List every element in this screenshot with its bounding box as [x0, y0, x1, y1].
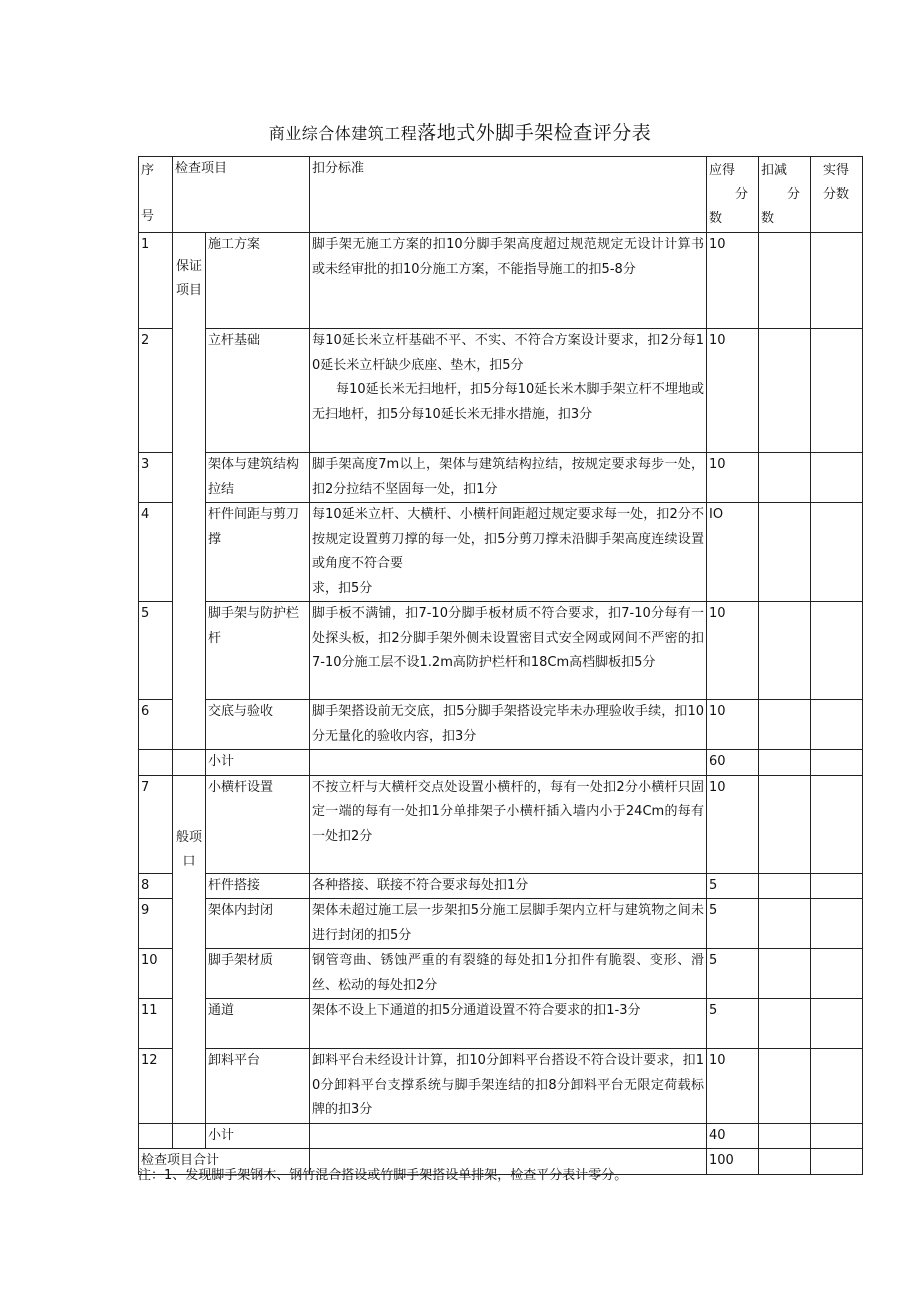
- row-standard: 每10延米立杆、大横杆、小横杆间距超过规定要求每一处，扣2分不按规定设置剪刀撑的每一处，扣5分剪刀撑未沿脚手架高度连续设置或角度不符合要 求，扣5分: [310, 503, 707, 602]
- row-deducted-score: [759, 949, 811, 999]
- row-due-score: 10: [707, 329, 759, 453]
- header-no: 序 号: [139, 157, 173, 233]
- row-no: 3: [139, 453, 173, 503]
- row-no: 7: [139, 775, 173, 873]
- row-standard: 脚手架高度7m以上，架体与建筑结构拉结，按规定要求每步一处，扣2分拉结不坚固每一处，扣1分: [310, 453, 707, 503]
- row-actual-score: [811, 602, 863, 700]
- row-standard: 架体未超过施工层一步架扣5分施工层脚手架内立杆与建筑物之间未进行封闭的扣5分: [310, 899, 707, 949]
- row-item: 卸料平台: [206, 1049, 310, 1124]
- total-due-score: 100: [707, 1149, 759, 1175]
- row-actual-score: [811, 775, 863, 873]
- row-standard: 钢管弯曲、锈蚀严重的有裂缝的每处扣1分扣件有脆裂、变形、滑丝、松动的每处扣2分: [310, 949, 707, 999]
- row-due-score: 5: [707, 899, 759, 949]
- header-item: 检查项目: [173, 157, 310, 233]
- row-deducted-score: [759, 873, 811, 899]
- row-deducted-score: [759, 453, 811, 503]
- row-item: 小计: [206, 1123, 310, 1149]
- row-item: 小计: [206, 750, 310, 776]
- header-actual-score: 实得 分数: [811, 157, 863, 233]
- row-no: 12: [139, 1049, 173, 1124]
- table-row: [139, 949, 863, 999]
- total-label: 检查项目合计: [139, 1149, 310, 1175]
- row-deducted-score: [759, 750, 811, 776]
- row-actual-score: [811, 1049, 863, 1124]
- row-due-score: 5: [707, 999, 759, 1049]
- header-standard: 扣分标准: [310, 157, 707, 233]
- row-no: 11: [139, 999, 173, 1049]
- row-actual-score: [811, 750, 863, 776]
- row-due-score: 10: [707, 775, 759, 873]
- row-actual-score: [811, 999, 863, 1049]
- row-item: 脚手架材质: [206, 949, 310, 999]
- row-actual-score: [811, 233, 863, 329]
- row-item: 施工方案: [206, 233, 310, 329]
- row-actual-score: [811, 503, 863, 602]
- row-item: 杆件间距与剪刀撑: [206, 503, 310, 602]
- row-deducted-score: [759, 775, 811, 873]
- row-actual-score: [811, 899, 863, 949]
- row-deducted-score: [759, 1123, 811, 1149]
- row-category: [173, 1123, 206, 1149]
- row-category: [173, 750, 206, 776]
- row-no: 9: [139, 899, 173, 949]
- row-actual-score: [811, 329, 863, 453]
- row-due-score: 40: [707, 1123, 759, 1149]
- row-no: 6: [139, 700, 173, 750]
- row-standard: 不按立杆与大横杆交点处设置小横杆的，每有一处扣2分小横杆只固定一端的每有一处扣1分单排架子小横杆插入墙内小于24Cm的每有一处扣2分: [310, 775, 707, 873]
- row-due-score: 10: [707, 233, 759, 329]
- row-no: 8: [139, 873, 173, 899]
- row-due-score: 10: [707, 700, 759, 750]
- row-item: 架体内封闭: [206, 899, 310, 949]
- row-deducted-score: [759, 329, 811, 453]
- category-guarantee: 保证 项目: [173, 233, 206, 750]
- row-no: [139, 750, 173, 776]
- header-due-score: 应得 分 数: [707, 157, 759, 233]
- header-deducted-score: 扣减 分 数: [759, 157, 811, 233]
- row-standard: [310, 1123, 707, 1149]
- row-item: 立杆基础: [206, 329, 310, 453]
- row-deducted-score: [759, 503, 811, 602]
- table-row: [139, 873, 863, 899]
- row-actual-score: [811, 700, 863, 750]
- row-item: 小横杆设置: [206, 775, 310, 873]
- row-due-score: 10: [707, 602, 759, 700]
- row-actual-score: [811, 453, 863, 503]
- table-row: [139, 700, 863, 750]
- row-standard: 各种搭接、联接不符合要求每处扣1分: [310, 873, 707, 899]
- row-deducted-score: [759, 233, 811, 329]
- row-due-score: 10: [707, 1049, 759, 1124]
- table-row: [139, 1049, 863, 1124]
- table-row: [139, 233, 863, 329]
- table-row: [139, 775, 863, 873]
- row-deducted-score: [759, 602, 811, 700]
- footnote: 注：1、发现脚手架钢木、钢竹混合搭设或竹脚手架搭设单排架，检查平分表计零分。: [138, 1168, 628, 1183]
- row-standard: 脚手架搭设前无交底，扣5分脚手架搭设完毕未办理验收手续，扣10分无量化的验收内容，扣3分: [310, 700, 707, 750]
- score-table: [138, 156, 863, 1175]
- row-standard: 每10延长米立杆基础不平、不实、不符合方案设计要求，扣2分每10延长米立杆缺少底座、垫木，扣5分 每10延长米无扫地杆，扣5分每10延长米木脚手架立杆不埋地或无扫地杆，扣5分每10延长米无排水措施，扣3分: [310, 329, 707, 453]
- subtotal-row: [139, 750, 863, 776]
- row-actual-score: [811, 1123, 863, 1149]
- row-due-score: 60: [707, 750, 759, 776]
- row-deducted-score: [759, 700, 811, 750]
- table-row: [139, 329, 863, 453]
- row-deducted-score: [759, 999, 811, 1049]
- row-no: 10: [139, 949, 173, 999]
- row-no: 2: [139, 329, 173, 453]
- category-general: 般项 口: [173, 775, 206, 1123]
- row-standard: 卸料平台未经设计计算，扣10分卸料平台搭设不符合设计要求，扣10分卸料平台支撑系统与脚手架连结的扣8分卸料平台无限定荷载标牌的扣3分: [310, 1049, 707, 1124]
- row-standard: 脚手板不满铺，扣7-10分脚手板材质不符合要求，扣7-10分每有一处探头板，扣2分脚手架外侧未设置密目式安全网或网间不严密的扣7-10分施工层不设1.2m高防护栏杆和18Cm高档脚板扣5分: [310, 602, 707, 700]
- row-standard: [310, 750, 707, 776]
- row-deducted-score: [759, 1049, 811, 1124]
- row-actual-score: [811, 873, 863, 899]
- row-deducted-score: [759, 899, 811, 949]
- row-due-score: 5: [707, 873, 759, 899]
- row-no: 4: [139, 503, 173, 602]
- table-row: [139, 899, 863, 949]
- table-row: [139, 602, 863, 700]
- row-item: 交底与验收: [206, 700, 310, 750]
- row-item: 杆件搭接: [206, 873, 310, 899]
- row-standard: 脚手架无施工方案的扣10分脚手架高度超过规范规定无设计计算书或未经审批的扣10分施工方案，不能指导施工的扣5-8分: [310, 233, 707, 329]
- header-row: [139, 157, 863, 233]
- row-due-score: IO: [707, 503, 759, 602]
- row-no: [139, 1123, 173, 1149]
- title-main: 落地式外脚手架检查评分表: [417, 122, 652, 144]
- row-due-score: 10: [707, 453, 759, 503]
- row-item: 通道: [206, 999, 310, 1049]
- title-prefix: 商业综合体建筑工程: [268, 124, 418, 143]
- document-title: [0, 118, 920, 145]
- row-standard: 架体不设上下通道的扣5分通道设置不符合要求的扣1-3分: [310, 999, 707, 1049]
- row-due-score: 5: [707, 949, 759, 999]
- row-item: 架体与建筑结构拉结: [206, 453, 310, 503]
- table-row: [139, 999, 863, 1049]
- row-item: 脚手架与防护栏杆: [206, 602, 310, 700]
- subtotal-row: [139, 1123, 863, 1149]
- row-actual-score: [811, 949, 863, 999]
- table-row: [139, 503, 863, 602]
- table-row: [139, 453, 863, 503]
- row-no: 5: [139, 602, 173, 700]
- row-no: 1: [139, 233, 173, 329]
